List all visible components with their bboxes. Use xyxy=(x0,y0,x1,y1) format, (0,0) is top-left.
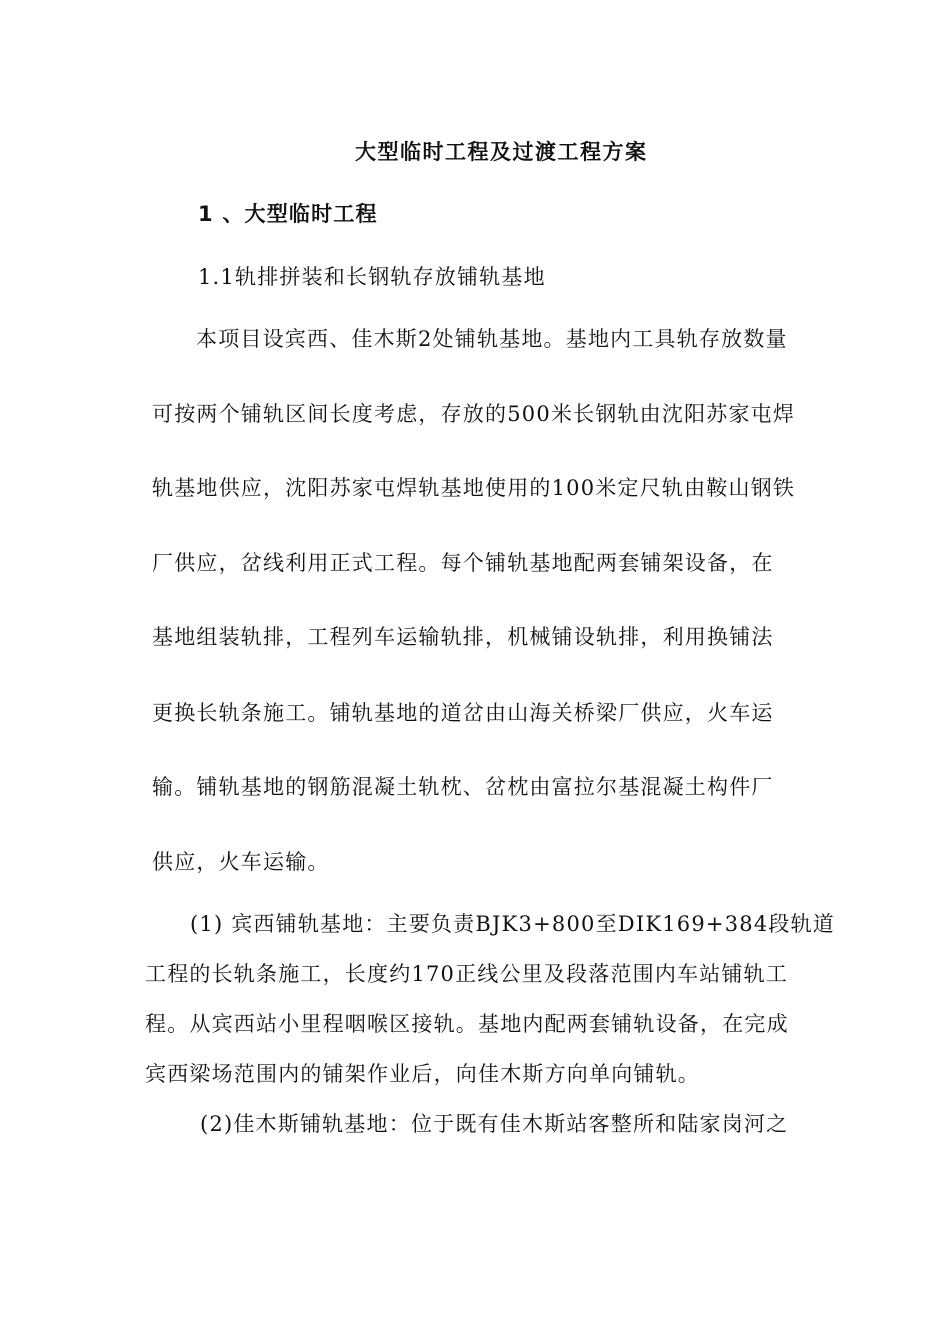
paragraph-line: 供应，火车运输。 xyxy=(152,850,330,874)
subsection-heading: 1.1轨排拼装和长钢轨存放铺轨基地 xyxy=(198,265,546,289)
paragraph-line: 工程的长轨条施工，长度约170正线公里及段落范围内车站铺轨工 xyxy=(145,962,789,986)
paragraph-line: 轨基地供应，沈阳苏家屯焊轨基地使用的100米定尺轨由鞍山钢铁 xyxy=(152,476,796,500)
paragraph-line: 更换长轨条施工。铺轨基地的道岔由山海关桥梁厂供应，火车运 xyxy=(152,701,774,725)
paragraph-line: 程。从宾西站小里程咽喉区接轨。基地内配两套铺轨设备，在完成 xyxy=(145,1012,789,1036)
paragraph-line: 本项目设宾西、佳木斯2处铺轨基地。基地内工具轨存放数量 xyxy=(196,327,788,351)
paragraph-line: 厂供应，岔线利用正式工程。每个铺轨基地配两套铺架设备，在 xyxy=(152,551,774,575)
paragraph-line: 宾西梁场范围内的铺架作业后，向佳木斯方向单向铺轨。 xyxy=(145,1062,700,1086)
paragraph-line: 输。铺轨基地的钢筋混凝土轨枕、岔枕由富拉尔基混凝土构件厂 xyxy=(152,775,774,799)
paragraph-line: 基地组装轨排，工程列车运输轨排，机械铺设轨排，利用换铺法 xyxy=(152,625,774,649)
paragraph-line: (1) 宾西铺轨基地：主要负责BJK3+800至DIK169+384段轨道 xyxy=(190,912,835,936)
section-heading: 1 、大型临时工程 xyxy=(198,202,378,226)
paragraph-line: 可按两个铺轨区间长度考虑，存放的500米长钢轨由沈阳苏家屯焊 xyxy=(152,402,796,426)
document-title: 大型临时工程及过渡工程方案 xyxy=(355,140,648,164)
paragraph-line: (2)佳木斯铺轨基地：位于既有佳木斯站客整所和陆家岗河之 xyxy=(200,1112,789,1136)
